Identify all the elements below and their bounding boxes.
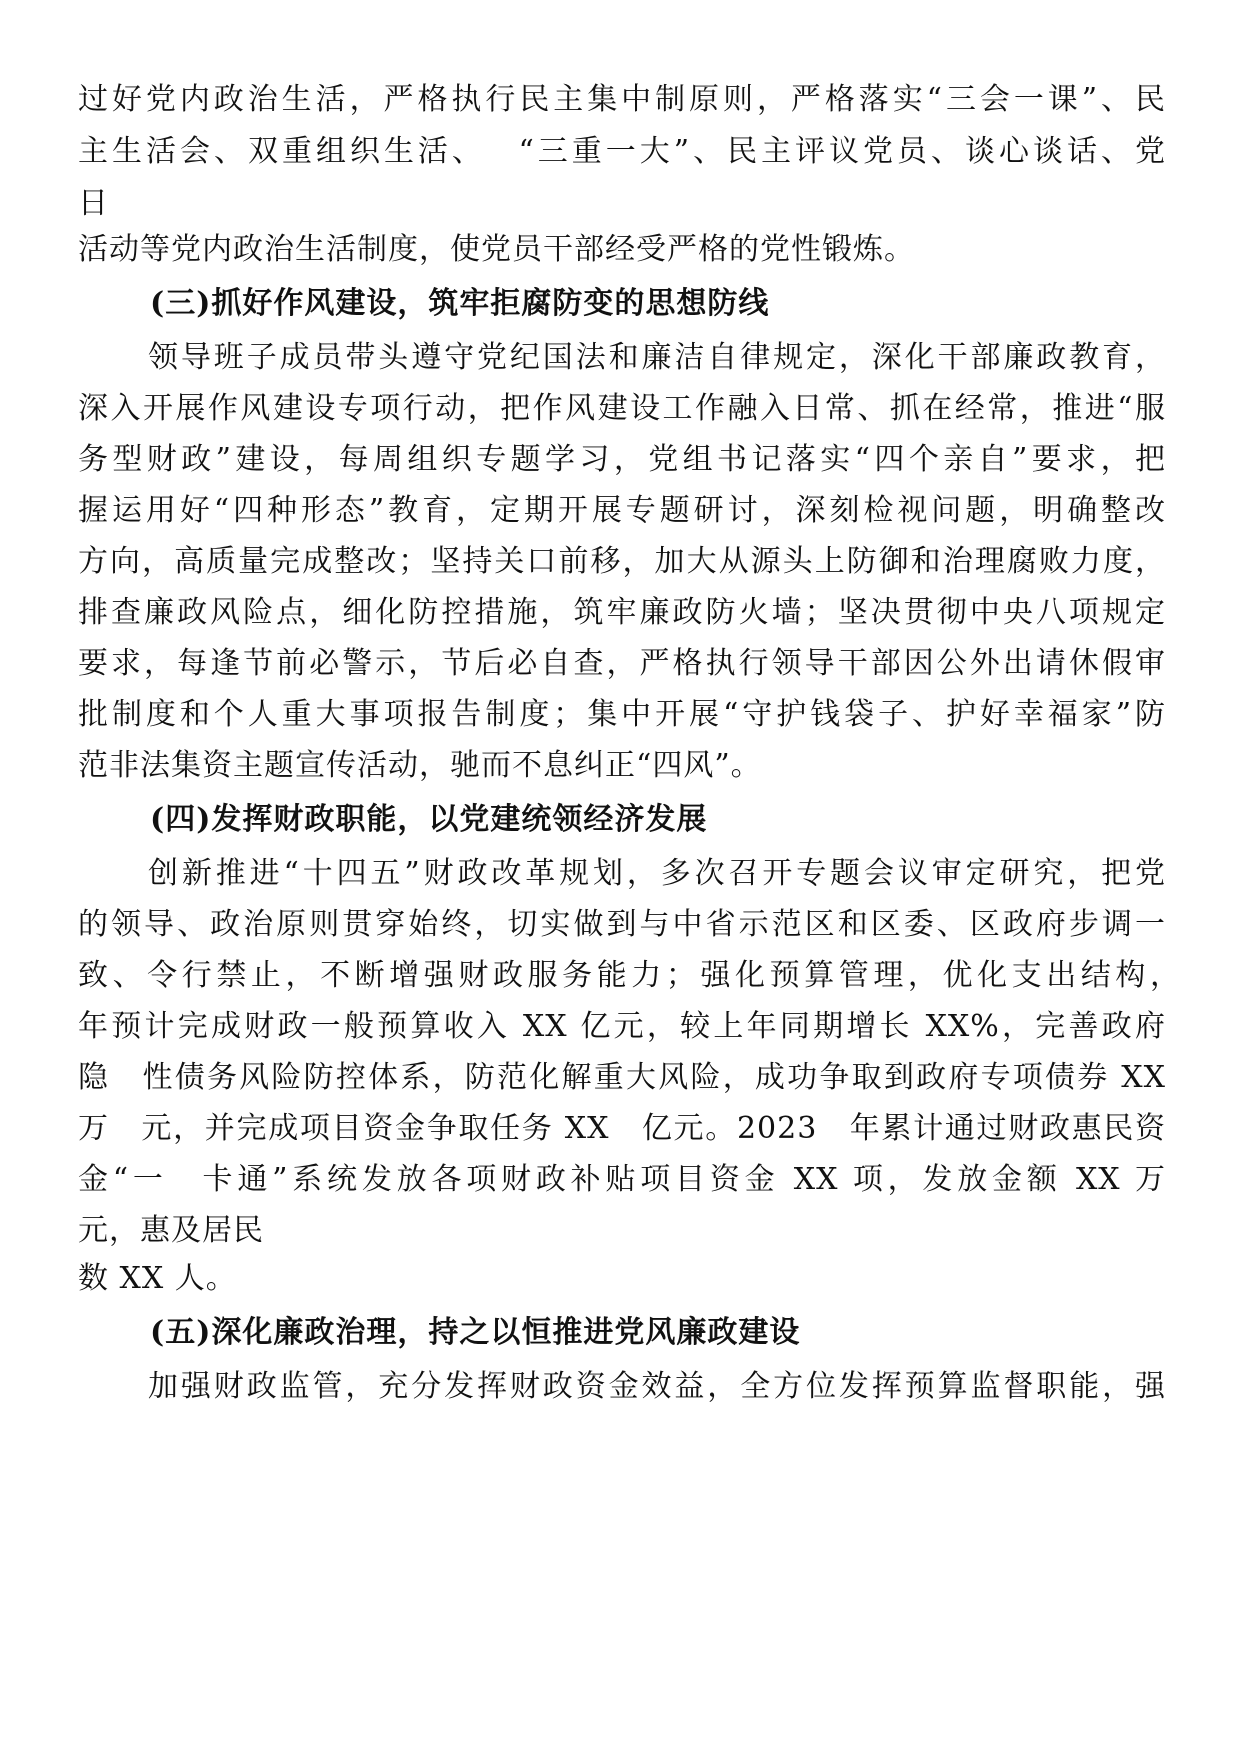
body-line: 握运用好“四种形态”教育，定期开展专题研讨，深刻检视问题，明确整改 (78, 493, 1166, 528)
body-line: 的领导、政治原则贯穿始终，切实做到与中省示范区和区委、区政府步调一 (78, 907, 1166, 942)
body-line: 年预计完成财政一般预算收入 XX 亿元，较上年同期增长 XX%，完善政府 (78, 1009, 1166, 1044)
section-heading-3: (三)抓好作风建设，筑牢拒腐防变的思想防线 (150, 286, 770, 321)
body-line: 务型财政”建设，每周组织专题学习，党组书记落实“四个亲自”要求，把 (78, 442, 1166, 477)
body-line: 日 (78, 186, 109, 221)
body-line: 范非法集资主题宣传活动，驰而不息纠正“四风”。 (78, 748, 762, 783)
section-heading-4: (四)发挥财政职能，以党建统领经济发展 (150, 802, 708, 837)
body-line: 方向，高质量完成整改；坚持关口前移，加大从源头上防御和治理腐败力度， (78, 544, 1166, 579)
body-line: 加强财政监管，充分发挥财政资金效益，全方位发挥预算监督职能，强 (148, 1369, 1166, 1404)
body-line: 领导班子成员带头遵守党纪国法和廉洁自律规定，深化干部廉政教育， (148, 340, 1166, 375)
body-line: 过好党内政治生活，严格执行民主集中制原则，严格落实“三会一课”、民 (78, 82, 1166, 117)
body-line: 隐 性债务风险防控体系，防范化解重大风险，成功争取到政府专项债券 XX (78, 1060, 1166, 1095)
body-line: 元，惠及居民 (78, 1213, 264, 1248)
body-line: 致、令行禁止，不断增强财政服务能力；强化预算管理，优化支出结构， (78, 958, 1166, 993)
body-line: 数 XX 人。 (78, 1261, 237, 1296)
body-line: 批制度和个人重大事项报告制度；集中开展“守护钱袋子、护好幸福家”防 (78, 697, 1166, 732)
body-line: 深入开展作风建设专项行动，把作风建设工作融入日常、抓在经常，推进“服 (78, 391, 1166, 426)
body-line: 主生活会、双重组织生活、 “三重一大”、民主评议党员、谈心谈话、党 (78, 134, 1166, 169)
body-line: 金“一 卡通”系统发放各项财政补贴项目资金 XX 项，发放金额 XX 万 (78, 1162, 1166, 1197)
body-line: 活动等党内政治生活制度，使党员干部经受严格的党性锻炼。 (78, 232, 915, 267)
body-line: 创新推进“十四五”财政改革规划，多次召开专题会议审定研究，把党 (148, 856, 1166, 891)
body-line: 排查廉政风险点，细化防控措施，筑牢廉政防火墙；坚决贯彻中央八项规定 (78, 595, 1166, 630)
body-line: 要求，每逢节前必警示，节后必自查，严格执行领导干部因公外出请休假审 (78, 646, 1166, 681)
body-line: 万 元，并完成项目资金争取任务 XX 亿元。2023 年累计通过财政惠民资 (78, 1111, 1166, 1146)
section-heading-5: (五)深化廉政治理，持之以恒推进党风廉政建设 (150, 1315, 801, 1350)
